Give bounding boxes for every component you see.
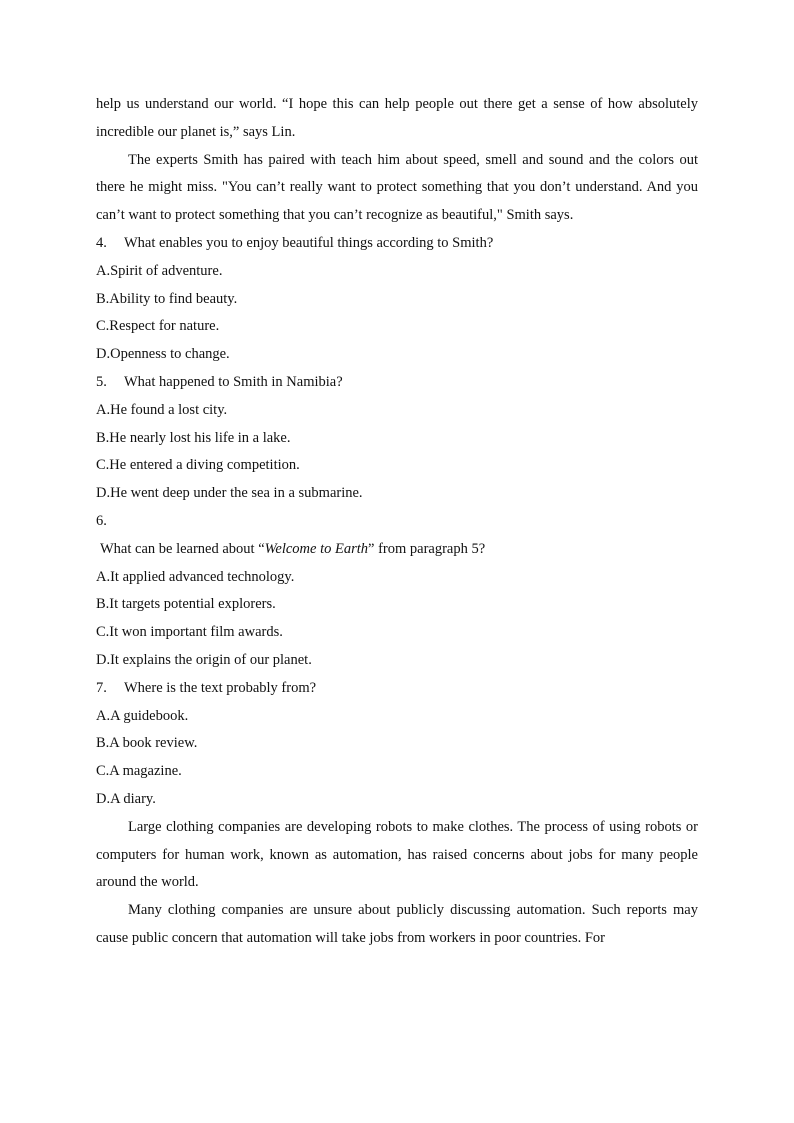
answer-option: A.It applied advanced technology. [96,568,295,585]
passage-paragraph: The experts Smith has paired with teach him about speed, smell and sound and the colors out there he might miss. "You can’t really want to protect something that you don’t understand. And you can’t want to protect something that you can’t recognize as beautiful," Smith says. [96,151,698,224]
answer-option: B.Ability to find beauty. [96,290,238,307]
question-6 [96,508,698,675]
answer-option: D.Openness to change. [96,346,230,363]
answer-option: C.Respect for nature. [96,318,220,335]
answer-option: D.It explains the origin of our planet. [96,651,312,668]
question-5 [96,369,698,508]
question-text: What happened to Smith in Namibia? [124,373,343,390]
question-text: Where is the text probably from? [124,679,317,696]
answer-option: B.It targets potential explorers. [96,596,276,613]
answer-option: A.A guidebook. [96,707,189,724]
question-text [96,536,698,564]
question-4 [96,230,698,369]
answer-option: D.He went deep under the sea in a submarine. [96,485,363,502]
passage-paragraph: Large clothing companies are developing robots to make clothes. The process of using robots or computers for human work, known as automation, has raised concerns about jobs for many people around the world. [96,818,698,891]
answer-option: D.A diary. [96,790,156,807]
answer-option: B.A book review. [96,735,198,752]
question-text-after: ” from paragraph 5? [368,540,486,557]
question-stem [96,230,698,258]
question-number: 6. [96,512,107,529]
passage-paragraph: help us understand our world. “I hope this can help people out there get a sense of how absolutely incredible our planet is,” says Lin. [96,96,698,140]
question-number: 7. [96,679,107,696]
answer-option: C.A magazine. [96,763,182,780]
document-content [96,91,698,953]
question-7 [96,675,698,814]
film-title: Welcome to Earth [264,540,369,557]
question-text-before: What can be learned about “ [100,540,265,557]
answer-option: A.He found a lost city. [96,401,228,418]
answer-option: B.He nearly lost his life in a lake. [96,429,291,446]
question-stem [96,369,698,397]
question-number: 4. [96,234,107,251]
question-stem [96,675,698,703]
answer-option: A.Spirit of adventure. [96,262,223,279]
passage-paragraph: Many clothing companies are unsure about publicly discussing automation. Such reports may cause public concern that automation will take jobs from workers in poor countries. For [96,902,698,946]
question-number: 5. [96,373,107,390]
question-text: What enables you to enjoy beautiful things according to Smith? [124,234,494,251]
answer-option: C.It won important film awards. [96,624,283,641]
answer-option: C.He entered a diving competition. [96,457,300,474]
